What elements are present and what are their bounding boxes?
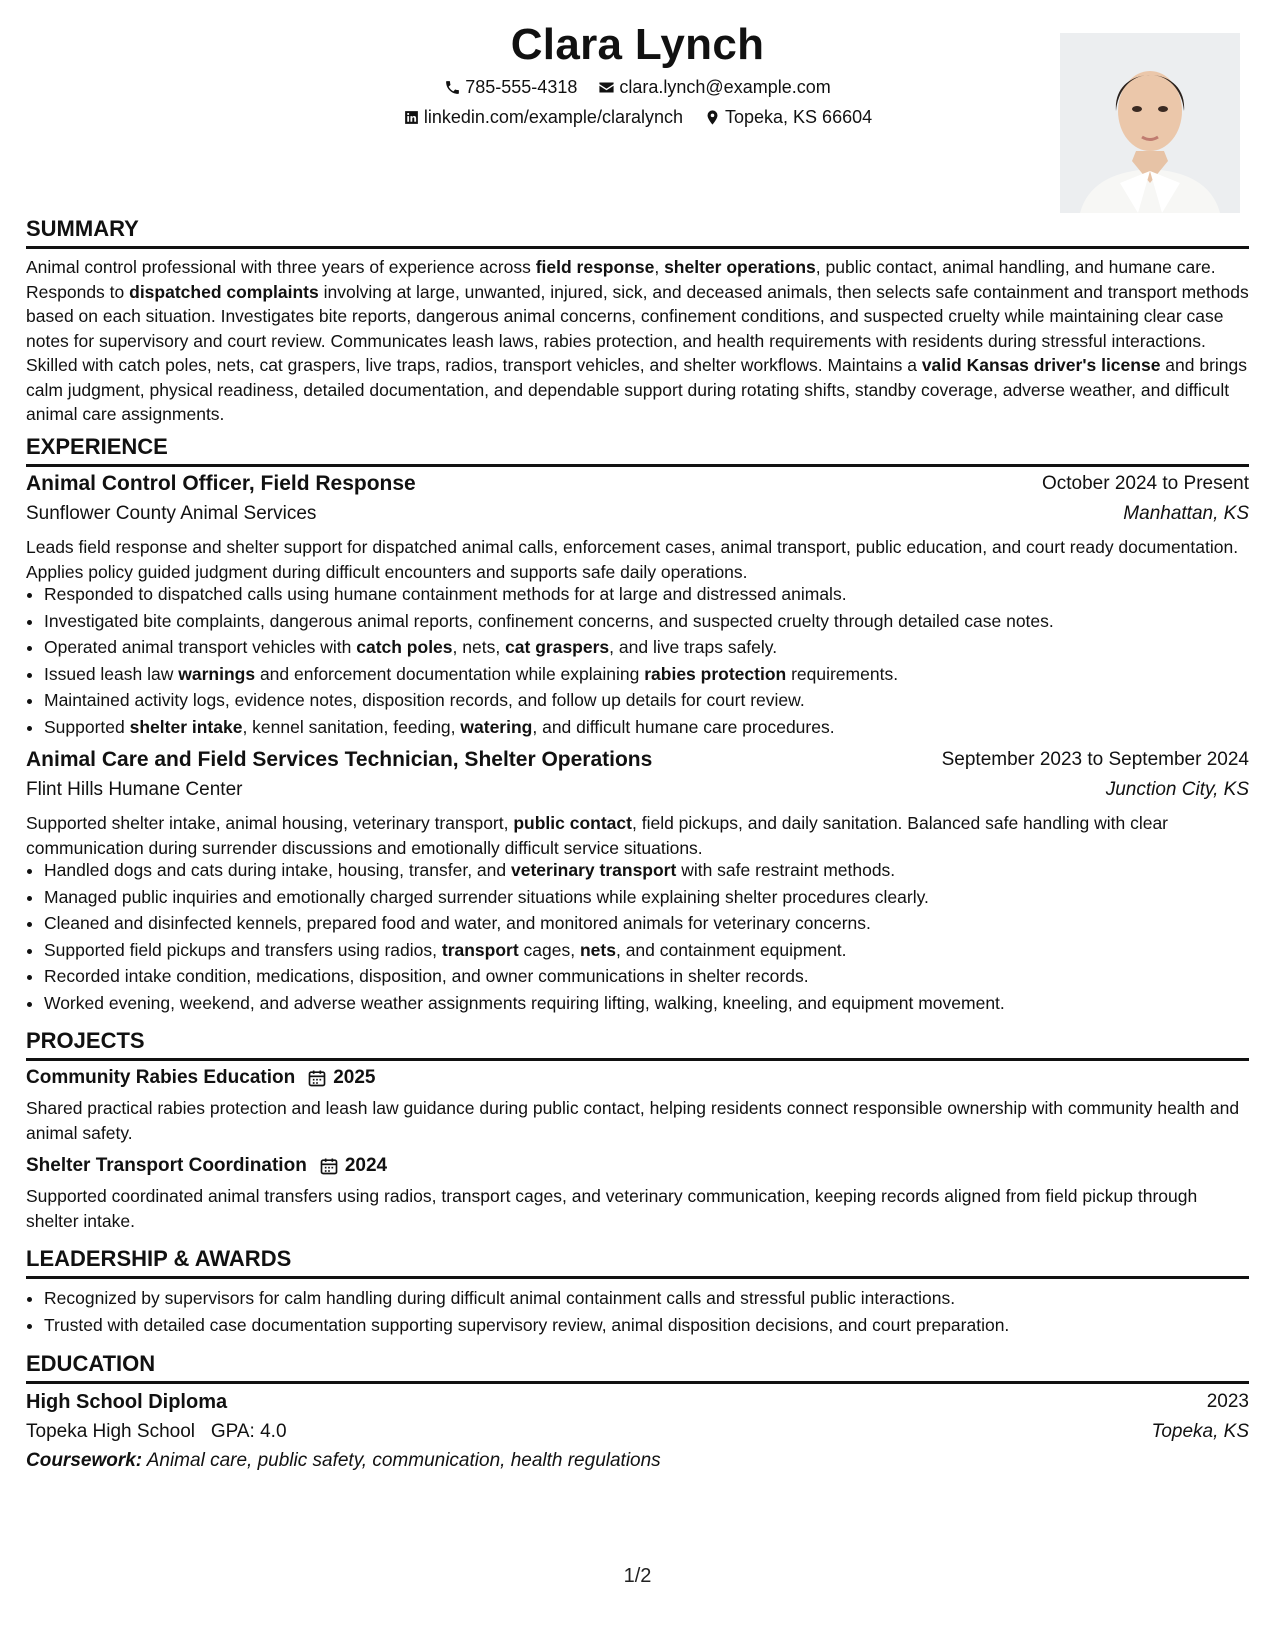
text-run: Supported field pickups and transfers using radios,: [44, 939, 442, 960]
project-title: [26, 1155, 387, 1177]
coursework-line: [26, 1450, 661, 1472]
school-location: Topeka, KS: [1151, 1421, 1249, 1442]
job-summary: [26, 811, 1249, 860]
project-year: 2025: [333, 1067, 376, 1088]
emphasis-text: nets: [579, 939, 616, 960]
emphasis-text: field response: [535, 257, 655, 277]
text-run: Operated animal transport vehicles with: [44, 637, 357, 657]
text-run: Animal control professional with three years of experience across: [26, 257, 536, 277]
profile-photo: [1060, 33, 1240, 213]
text-run: , public contact, animal handling, and humane care. Responds to: [26, 257, 1216, 302]
project-description: Supported coordinated animal transfers using radios, transport cages, and veterinary communication, keeping records aligned from field pickup through shelter intake.: [26, 1186, 1198, 1231]
phone-item: [444, 77, 577, 98]
text-run: ,: [654, 257, 665, 277]
emphasis-text: valid Kansas driver's license: [921, 355, 1161, 375]
emphasis-text: cat graspers: [505, 637, 610, 657]
text-run: Supported: [44, 716, 130, 737]
project-title: [26, 1067, 375, 1089]
coursework-text: Animal care, public safety, communication, health regulations: [146, 1450, 661, 1471]
resume-page: [26, 0, 1249, 1650]
emphasis-text: shelter intake: [129, 716, 243, 737]
school-name: Topeka High School: [26, 1421, 195, 1442]
degree-title: High School Diploma: [26, 1391, 228, 1413]
envelope-icon: [598, 79, 615, 96]
job-bullet-list: [26, 857, 1267, 1016]
emphasis-text: rabies protection: [644, 663, 787, 684]
job-bullet: [44, 884, 1267, 911]
emphasis-text: transport: [441, 939, 519, 960]
job-bullet: [44, 990, 1267, 1017]
summary-heading: SUMMARY: [26, 216, 1249, 249]
project-description: Shared practical rabies protection and leash law guidance during public contact, helping residents connect responsible ownership with community health and animal safety.: [26, 1098, 1240, 1143]
text-run: Supported shelter intake, animal housing, veterinary transport,: [26, 813, 514, 833]
emphasis-text: shelter operations: [664, 257, 816, 277]
map-pin-icon: [704, 109, 721, 126]
leadership-list: [26, 1285, 1267, 1338]
text-run: Worked evening, weekend, and adverse weather assignments requiring lifting, walking, kneeling, and equipment movement.: [44, 992, 1005, 1013]
text-run: Cleaned and disinfected kennels, prepared food and water, and monitored animals for veterinary concerns.: [44, 913, 871, 933]
job-organization: Flint Hills Humane Center: [26, 779, 243, 800]
text-run: Issued leash law: [44, 663, 179, 684]
linkedin-item[interactable]: [403, 107, 683, 128]
text-run: with safe restraint methods.: [676, 860, 896, 880]
phone-icon: [444, 79, 461, 96]
email-link[interactable]: clara.lynch@example.com: [619, 77, 831, 97]
text-run: , nets,: [452, 637, 506, 657]
job-bullet: [44, 608, 1267, 635]
profile-portrait: [1060, 33, 1240, 213]
job-bullet: [44, 937, 1267, 964]
job-bullet: [44, 634, 1267, 661]
experience-heading: EXPERIENCE: [26, 434, 1249, 467]
text-run: , kennel sanitation, feeding,: [242, 716, 461, 737]
job-bullet: [44, 581, 1267, 608]
leadership-item: • Trusted with detailed case documentation supporting supervisory review, animal disposition decisions, and court preparation.: [44, 1312, 1267, 1339]
job-bullet-list: [26, 581, 1267, 740]
job-bullet: [44, 687, 1267, 714]
calendar-icon: [307, 1068, 327, 1088]
text-run: Managed public inquiries and emotionally charged surrender situations while explaining shelter procedures clearly.: [44, 886, 929, 907]
text-run: Leads field response and shelter support for dispatched animal calls, enforcement cases, animal transport, public education, and court ready documentation. Applies policy guided judgment during difficult encounters and supports safe daily operations.: [26, 537, 1239, 582]
graduation-year: 2023: [1206, 1391, 1249, 1412]
leadership-heading: LEADERSHIP & AWARDS: [26, 1246, 1249, 1279]
emphasis-text: public contact: [513, 813, 632, 833]
calendar-icon: [319, 1156, 339, 1176]
phone-number: 785-555-4318: [465, 77, 578, 97]
job-title: Animal Care and Field Services Technician, Shelter Operations: [26, 748, 653, 771]
text-run: requirements.: [786, 663, 899, 684]
job-title: Animal Control Officer, Field Response: [26, 472, 416, 495]
text-run: , and difficult humane care procedures.: [532, 716, 835, 737]
emphasis-text: warnings: [178, 663, 256, 684]
job-location: Junction City, KS: [1105, 779, 1249, 800]
job-bullet: [44, 963, 1267, 990]
text-run: , field pickups, and daily sanitation. Balanced safe handling with clear communication during surrender discussions and emotionally difficult service situations.: [26, 813, 1169, 858]
job-bullet: [44, 910, 1267, 937]
text-run: Investigated bite complaints, dangerous animal reports, confinement concerns, and suspected cruelty through detailed case notes.: [44, 610, 1054, 631]
job-bullet: [44, 857, 1267, 884]
emphasis-text: dispatched complaints: [129, 281, 319, 302]
job-dates: September 2023 to September 2024: [941, 749, 1249, 770]
leadership-item: • Recognized by supervisors for calm handling during difficult animal containment calls and stressful public interactions.: [44, 1285, 1267, 1312]
job-bullet: [44, 714, 1267, 741]
education-heading: EDUCATION: [26, 1351, 1249, 1384]
text-run: cages,: [518, 939, 580, 960]
text-run: , and live traps safely.: [609, 637, 778, 657]
job-organization: Sunflower County Animal Services: [26, 503, 317, 524]
coursework-label: Coursework:: [26, 1450, 143, 1471]
text-run: and brings calm judgment, physical readiness, detailed documentation, and dependable support during rotating shifts, standby coverage, adverse weather, and difficult animal care assignments.: [26, 355, 1248, 424]
gpa: GPA: 4.0: [210, 1421, 287, 1442]
text-run: Responded to dispatched calls using humane containment methods for at large and distressed animals.: [44, 584, 847, 604]
text-run: , and containment equipment.: [615, 939, 847, 960]
text-run: Recorded intake condition, medications, disposition, and owner communications in shelter records.: [44, 966, 809, 986]
projects-heading: PROJECTS: [26, 1028, 1249, 1061]
job-bullet: [44, 661, 1267, 688]
text-run: Maintained activity logs, evidence notes, disposition records, and follow up details for court review.: [44, 690, 805, 710]
candidate-name: Clara Lynch: [510, 20, 765, 69]
text-run: involving at large, unwanted, injured, sick, and deceased animals, then selects safe containment and transport methods based on each situation. Investigates bite reports, dangerous animal concerns, confinement conditions, and suspected cruelty while maintaining clear case notes for supervisory and court review. Communicates leash laws, rabies protection, and health requirements with residents during stressful interactions. Skilled with catch poles, nets, cat graspers, live traps, radios, transport vehicles, and shelter workflows. Maintains a: [26, 281, 1249, 375]
project-name: Community Rabies Education: [26, 1067, 296, 1088]
text-run: and enforcement documentation while explaining: [255, 663, 645, 684]
linkedin-icon: [403, 109, 420, 126]
text-run: Handled dogs and cats during intake, housing, transfer, and: [44, 860, 511, 880]
job-location: Manhattan, KS: [1123, 503, 1249, 524]
email-item[interactable]: [598, 77, 830, 98]
emphasis-text: watering: [460, 716, 533, 737]
summary-text: [26, 255, 1249, 427]
location-item: [704, 107, 872, 128]
linkedin-link[interactable]: linkedin.com/example/claralynch: [423, 107, 683, 127]
job-summary: [26, 535, 1249, 584]
emphasis-text: catch poles: [356, 637, 453, 657]
project-year: 2024: [344, 1155, 388, 1176]
school-line: [26, 1421, 287, 1443]
project-name: Shelter Transport Coordination: [26, 1155, 307, 1176]
job-dates: October 2024 to Present: [1041, 473, 1249, 494]
location-text: Topeka, KS 66604: [725, 107, 873, 127]
page-number: 1/2: [623, 1565, 652, 1587]
emphasis-text: veterinary transport: [510, 860, 677, 880]
